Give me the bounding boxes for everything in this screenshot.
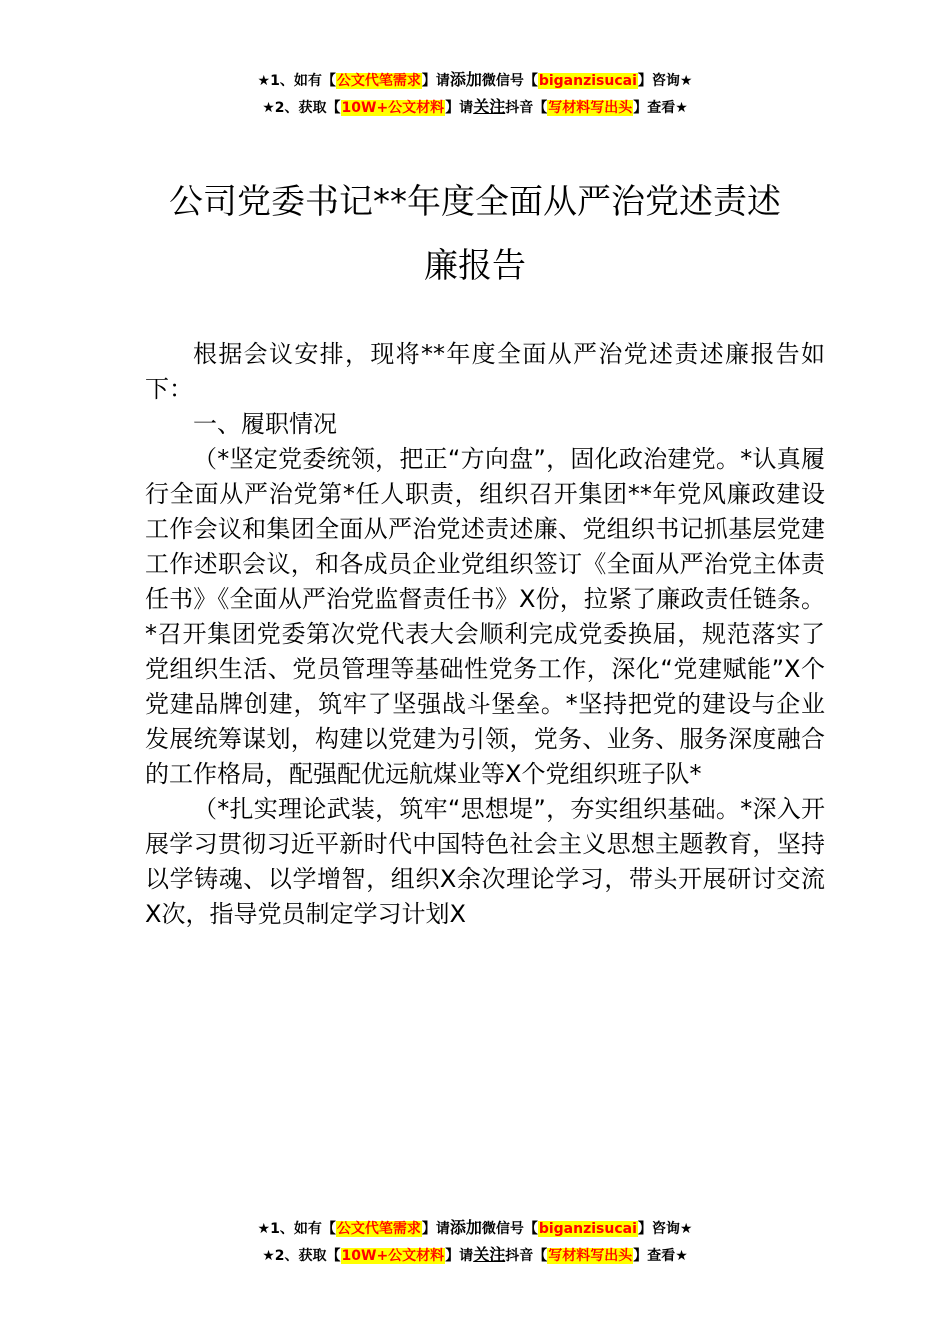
- banner-line-2: [0, 1242, 950, 1269]
- banner-text: 】请: [421, 1221, 450, 1237]
- document-title: [140, 170, 810, 298]
- banner-text: ★2、获取【: [262, 100, 341, 116]
- banner-text: 微信号【: [481, 73, 538, 89]
- banner-text: 】咨询★: [637, 73, 693, 89]
- banner-highlight: 10W+公文材料: [341, 1248, 445, 1264]
- banner-highlight: 公文代笔需求: [336, 1221, 421, 1237]
- body-paragraph-2: （*扎实理论武装，筑牢“思想堤”，夯实组织基础。*深入开展学习贯彻习近平新时代中国特色社会主义思想主题教育，坚持以学铸魂、以学增智，组织X余次理论学习，带头开展研讨交流X次，指导党员制定学习计划X: [145, 795, 825, 928]
- banner-line-1: [0, 1215, 950, 1242]
- banner-emphasis: 关注: [473, 1245, 506, 1264]
- banner-text: 】咨询★: [637, 1221, 693, 1237]
- banner-highlight: biganzisucai: [538, 73, 637, 89]
- banner-highlight: 10W+公文材料: [341, 100, 445, 116]
- banner-text: ★1、如有【: [257, 1221, 336, 1237]
- banner-emphasis: 添加: [449, 70, 482, 89]
- banner-text: 】查看★: [633, 1248, 688, 1264]
- banner-text: 微信号【: [481, 1221, 538, 1237]
- banner-highlight: 写材料写出头: [548, 100, 633, 116]
- document-body: [145, 337, 825, 932]
- title-line-1: 公司党委书记**年度全面从严治党述责述: [169, 182, 781, 222]
- footer-banner: [0, 1215, 950, 1269]
- banner-text: ★2、获取【: [262, 1248, 341, 1264]
- banner-text: 】查看★: [633, 100, 688, 116]
- title-line-2: 廉报告: [424, 246, 526, 286]
- header-banner: [0, 67, 950, 121]
- banner-highlight: 写材料写出头: [548, 1248, 633, 1264]
- banner-text: 】请: [421, 73, 450, 89]
- banner-text: 抖音【: [505, 100, 548, 116]
- banner-highlight: biganzisucai: [538, 1221, 637, 1237]
- banner-emphasis: 关注: [473, 97, 506, 116]
- banner-text: 】请: [445, 100, 474, 116]
- intro-paragraph: 根据会议安排，现将**年度全面从严治党述责述廉报告如下：: [145, 340, 825, 403]
- banner-line-2: [0, 94, 950, 121]
- banner-text: 抖音【: [505, 1248, 548, 1264]
- banner-text: ★1、如有【: [257, 73, 336, 89]
- banner-line-1: [0, 67, 950, 94]
- banner-text: 】请: [445, 1248, 474, 1264]
- section-heading: 一、履职情况: [193, 410, 337, 438]
- banner-emphasis: 添加: [449, 1218, 482, 1237]
- body-paragraph-1: （*坚定党委统领，把正“方向盘”，固化政治建党。*认真履行全面从严治党第*任人职责，组织召开集团**年党风廉政建设工作会议和集团全面从严治党述责述廉、党组织书记抓基层党建工作述职会议，和各成员企业党组织签订《全面从严治党主体责任书》《全面从严治党监督责任书》X份，拉紧了廉政责任链条。*召开集团党委第次党代表大会顺利完成党委换届，规范落实了党组织生活、党员管理等基础性党务工作，深化“党建赋能”X个党建品牌创建，筑牢了坚强战斗堡垒。*坚持把党的建设与企业发展统筹谋划，构建以党建为引领，党务、业务、服务深度融合的工作格局，配强配优远航煤业等X个党组织班子队*: [145, 445, 825, 788]
- banner-highlight: 公文代笔需求: [336, 73, 421, 89]
